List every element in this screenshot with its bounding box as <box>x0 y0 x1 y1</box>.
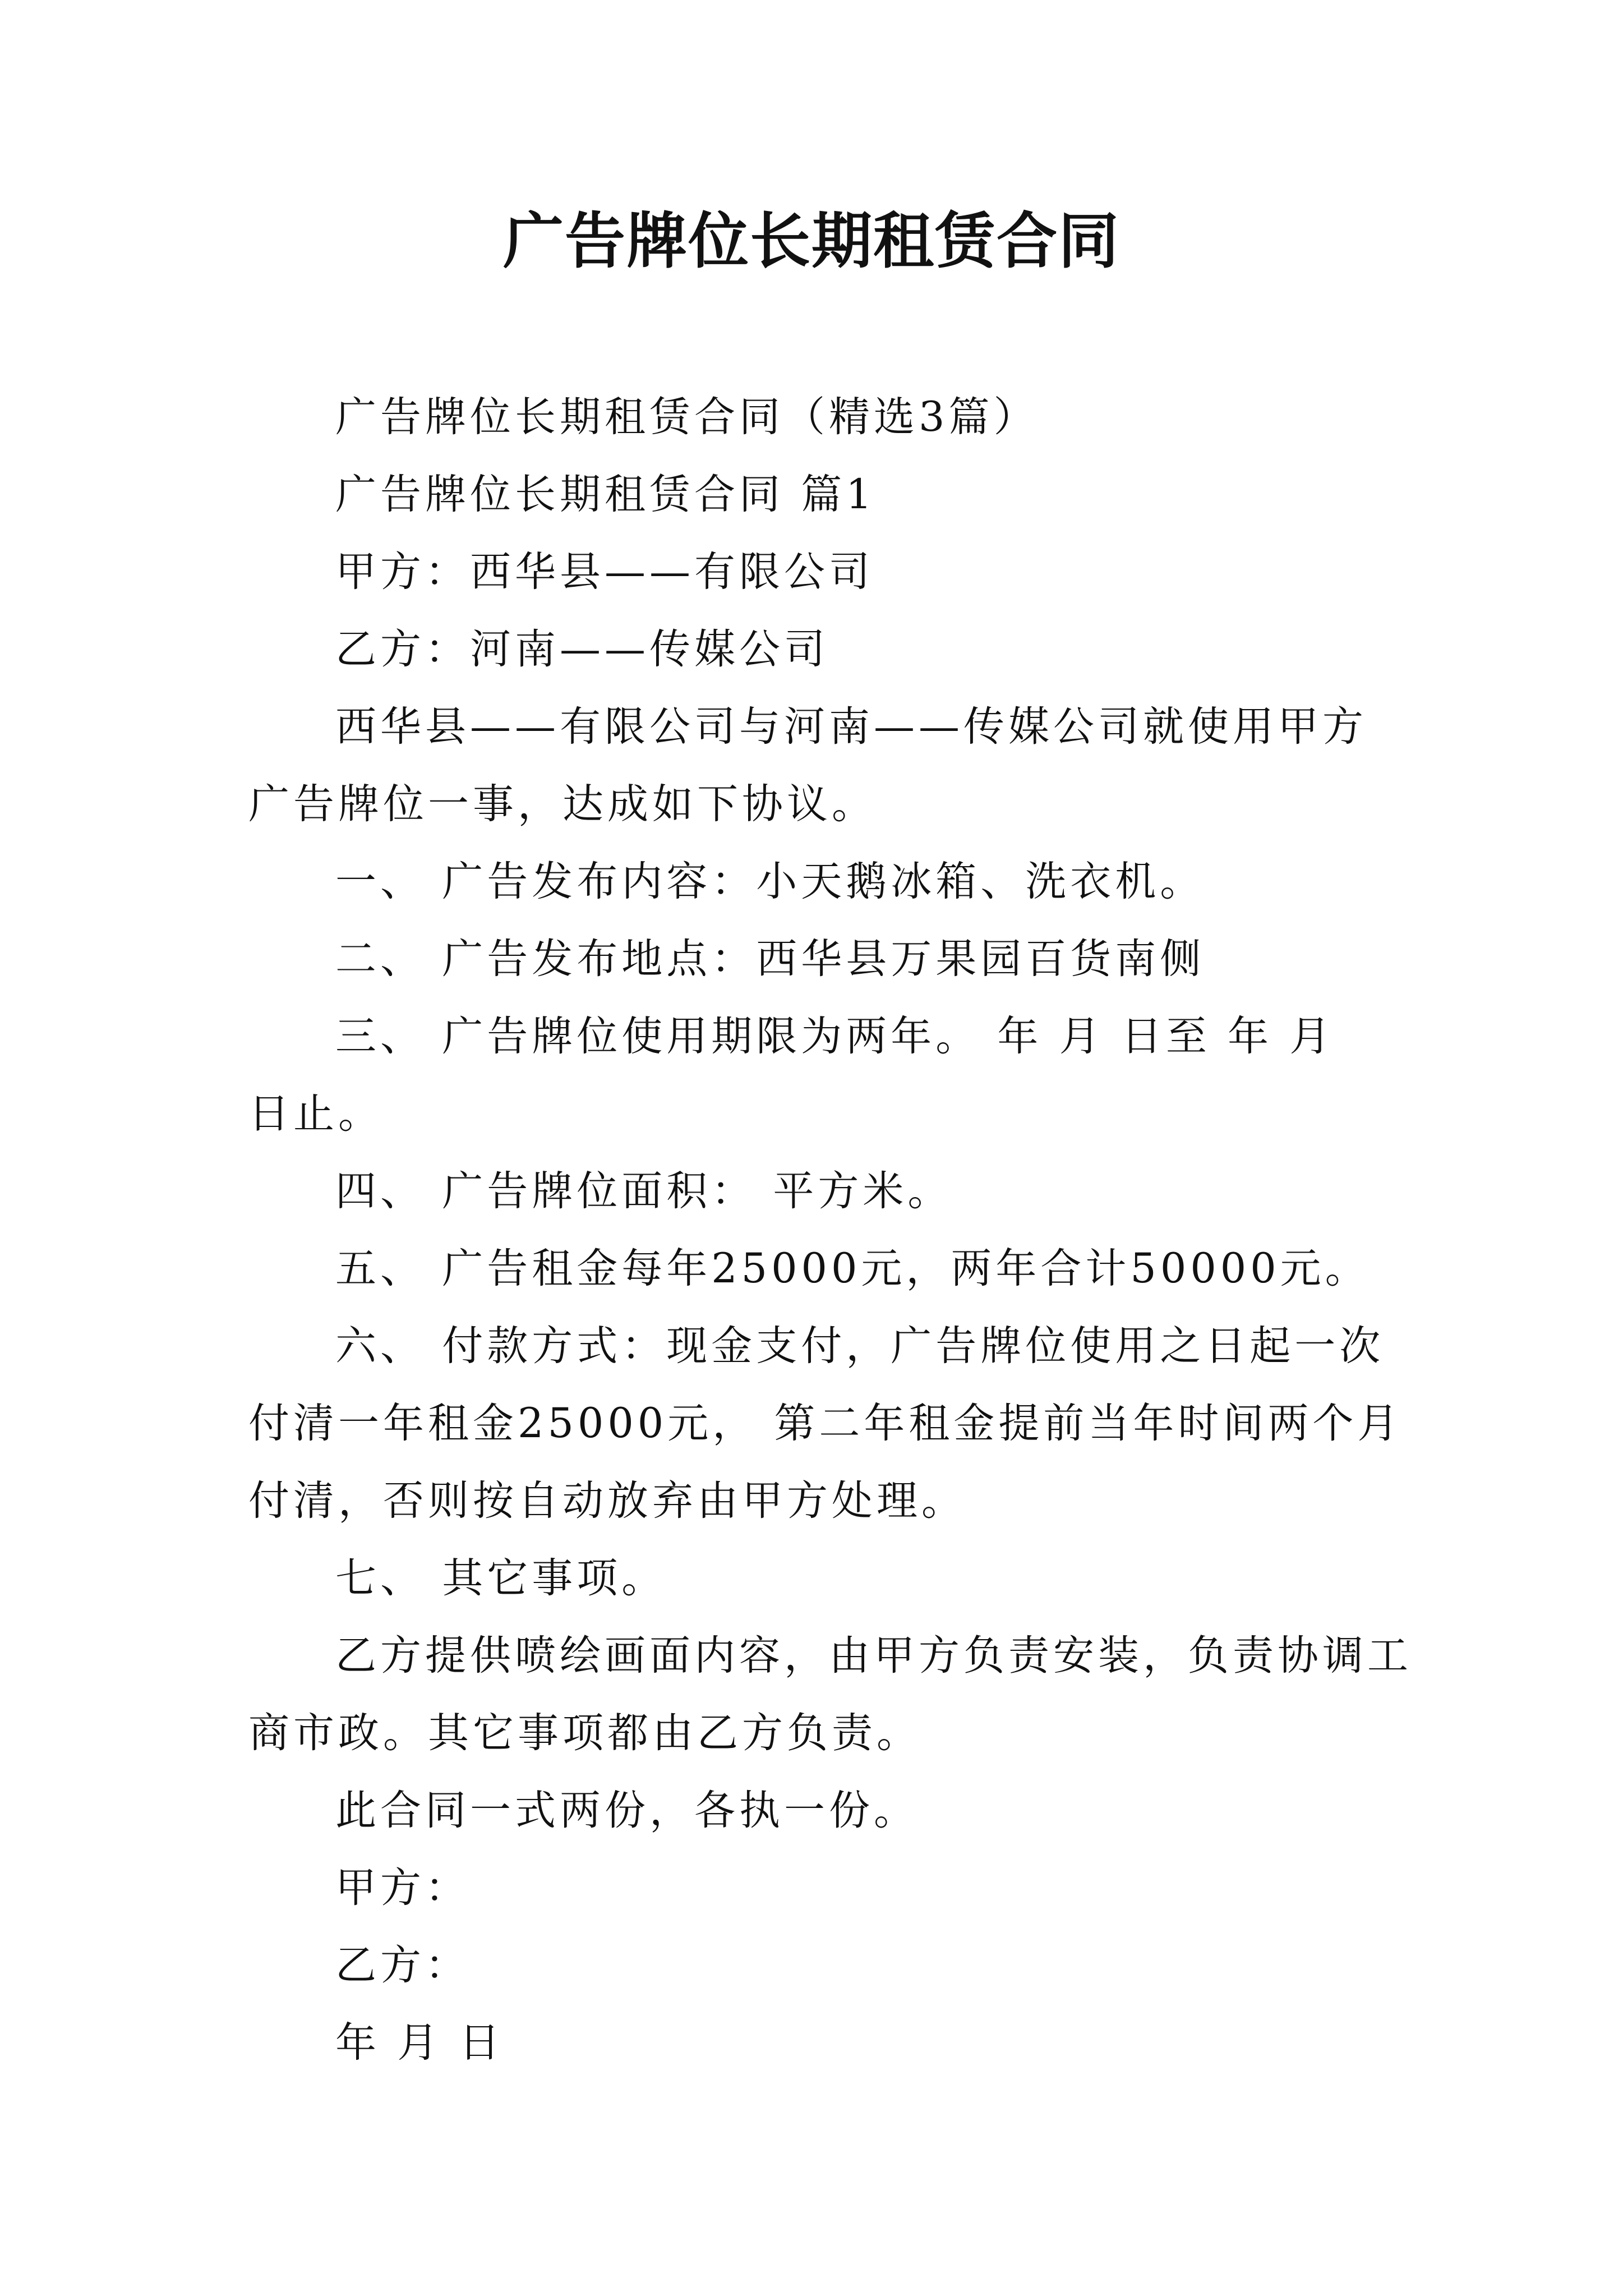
clause-6-continuation: 付清一年租金25000元， 第二年租金提前当年时间两个月 <box>248 1400 1403 1447</box>
party-b-line: 乙方：河南——传媒公司 <box>335 625 829 673</box>
clause-1: 一、 广告发布内容：小天鹅冰箱、洗衣机。 <box>335 858 1205 905</box>
other-matters-line: 乙方提供喷绘画面内容，由甲方负责安装，负责协调工 <box>335 1632 1412 1680</box>
clause-7: 七、 其它事项。 <box>335 1554 667 1602</box>
clause-3-continuation: 日止。 <box>248 1090 383 1138</box>
clause-4: 四、 广告牌位面积： 平方米。 <box>335 1167 953 1215</box>
section-heading: 广告牌位长期租赁合同 篇1 <box>335 471 876 518</box>
clause-3: 三、 广告牌位使用期限为两年。 年 月 日至 年 月 <box>335 1013 1335 1060</box>
intro-paragraph-line: 西华县——有限公司与河南——传媒公司就使用甲方 <box>335 703 1367 751</box>
clause-6: 六、 付款方式：现金支付，广告牌位使用之日起一次 <box>335 1322 1385 1370</box>
document-body <box>248 379 1412 2082</box>
clause-2: 二、 广告发布地点：西华县万果园百货南侧 <box>335 935 1205 983</box>
date-line: 年 月 日 <box>335 2019 504 2067</box>
other-matters-continuation: 商市政。其它事项都由乙方负责。 <box>248 1709 921 1757</box>
clause-6-continuation: 付清，否则按自动放弃由甲方处理。 <box>248 1477 966 1525</box>
subtitle-line: 广告牌位长期租赁合同（精选3篇） <box>335 393 1039 441</box>
party-b-signature: 乙方： <box>335 1941 470 1989</box>
clause-5: 五、 广告租金每年25000元，两年合计50000元。 <box>335 1245 1370 1292</box>
intro-paragraph-line: 广告牌位一事，达成如下协议。 <box>248 780 877 828</box>
copies-line: 此合同一式两份，各执一份。 <box>335 1787 919 1834</box>
party-a-signature: 甲方： <box>335 1864 470 1912</box>
document-title: 广告牌位长期租赁合同 <box>502 206 1120 277</box>
party-a-line: 甲方：西华县——有限公司 <box>335 548 874 596</box>
